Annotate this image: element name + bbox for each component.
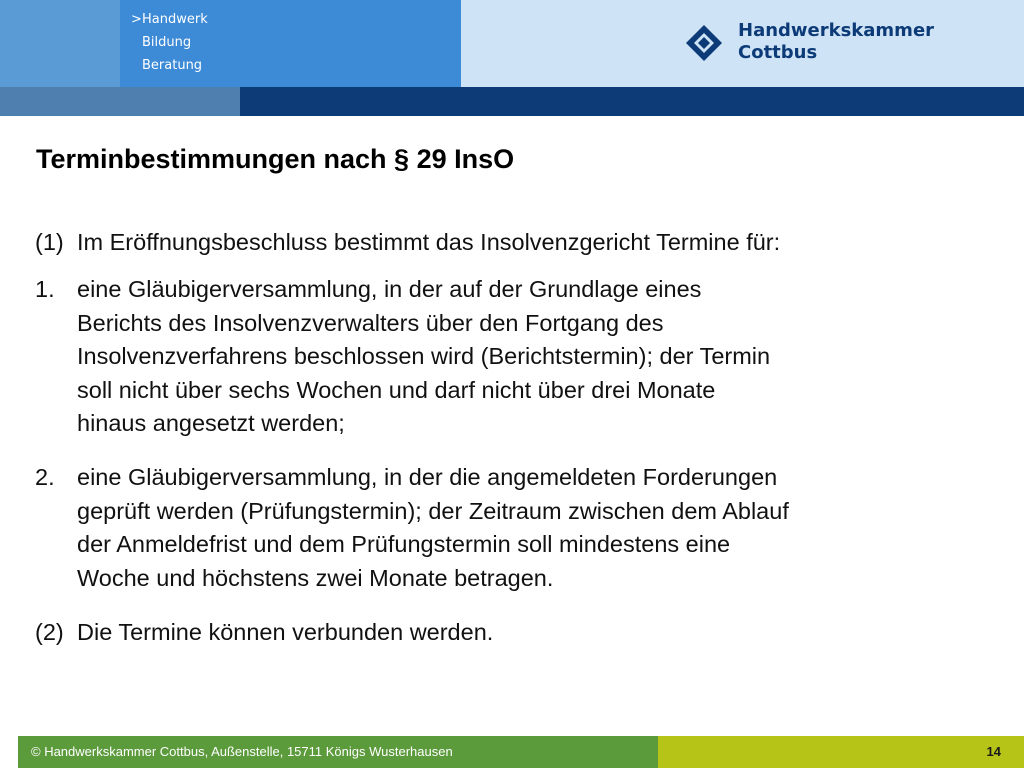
page-number: 14: [986, 744, 1001, 759]
intro-text: Im Eröffnungsbeschluss bestimmt das Insolvenzgericht Termine für:: [77, 229, 781, 255]
footer-edge: [0, 736, 18, 768]
paragraph-label: (2): [35, 619, 64, 645]
nav-item-handwerk[interactable]: >Handwerk: [131, 8, 208, 31]
header-stripe-right: [240, 87, 1024, 116]
header-left-block: [0, 0, 120, 87]
text-line: Berichts des Insolvenzverwalters über den Fortgang des: [77, 309, 664, 336]
header-stripe-left: [0, 87, 240, 116]
text-line: geprüft werden (Prüfungstermin); der Zeitraum zwischen dem Ablauf: [77, 497, 789, 524]
paragraph-label: (1): [35, 229, 64, 255]
hwk-logo-icon: [685, 24, 723, 62]
text-line: Insolvenzverfahrens beschlossen wird (Berichtstermin); der Termin: [77, 343, 771, 369]
intro-paragraph: [35, 226, 780, 258]
text-line: eine Gläubigerversammlung, in der auf der Grundlage eines: [77, 276, 702, 302]
list-number: 1.: [35, 276, 55, 302]
text-line: eine Gläubigerversammlung, in der die angemeldeten Forderungen: [77, 464, 778, 490]
slide-title: Terminbestimmungen nach § 29 InsO: [36, 144, 515, 174]
list-item-text: [77, 461, 977, 595]
footer-copyright: © Handwerkskammer Cottbus, Außenstelle, 15711 Königs Wusterhausen: [31, 744, 453, 759]
chevron-right-icon: >: [131, 12, 142, 27]
closing-text: Die Termine können verbunden werden.: [77, 619, 494, 645]
text-line: Woche und höchstens zwei Monate betragen.: [77, 564, 554, 591]
footer-yellow-bar: [658, 736, 1024, 768]
list-item-text: [77, 273, 977, 441]
closing-paragraph: [35, 616, 493, 648]
header-nav: [131, 8, 208, 77]
text-line: hinaus angesetzt werden;: [77, 410, 345, 436]
list-number: 2.: [35, 464, 55, 490]
logo-line-1: Handwerkskammer: [738, 20, 935, 41]
text-line: der Anmeldefrist und dem Prüfungstermin soll mindestens eine: [77, 531, 731, 557]
logo-wordmark: [738, 20, 934, 64]
nav-item-bildung[interactable]: Bildung: [142, 35, 192, 50]
nav-item-beratung[interactable]: Beratung: [142, 58, 203, 73]
text-line: soll nicht über sechs Wochen und darf nicht über drei Monate: [77, 376, 716, 403]
logo-line-2: Cottbus: [738, 42, 818, 63]
